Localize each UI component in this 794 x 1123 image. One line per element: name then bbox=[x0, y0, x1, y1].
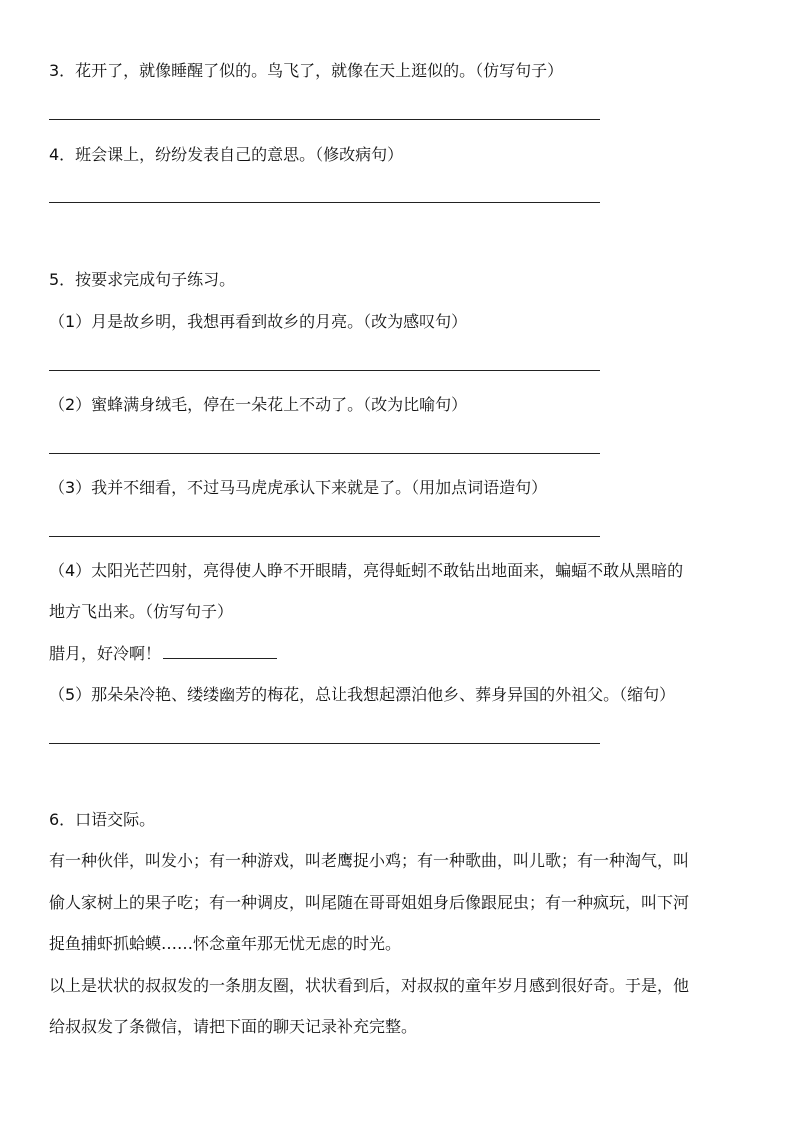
question-3-text: 3．花开了，就像睡醒了似的。鸟飞了，就像在天上逛似的。（仿写句子） bbox=[49, 61, 564, 80]
paragraph-line: 以上是状状的叔叔发的一条朋友圈，状状看到后，对叔叔的童年岁月感到很好奇。于是，他 bbox=[49, 976, 690, 995]
answer-line-3[interactable] bbox=[49, 119, 600, 120]
paragraph-line: 给叔叔发了条微信，请把下面的聊天记录补充完整。 bbox=[49, 1017, 418, 1036]
question-5-4-line2: 地方飞出来。（仿写句子） bbox=[49, 602, 234, 621]
question-5-3-text: （3）我并不细看，不过马马虎虎承认下来就是了。（用加点词语造句） bbox=[49, 478, 548, 497]
answer-line-5-2[interactable] bbox=[49, 453, 600, 454]
question-5-2-text: （2）蜜蜂满身绒毛，停在一朵花上不动了。（改为比喻句） bbox=[49, 395, 468, 414]
question-5-1-text: （1）月是故乡明，我想再看到故乡的月亮。（改为感叹句） bbox=[49, 312, 468, 331]
answer-line-5-3[interactable] bbox=[49, 536, 600, 537]
answer-line-4[interactable] bbox=[49, 202, 600, 203]
question-5-4-prompt-row bbox=[49, 644, 277, 664]
paragraph-line: 捉鱼捕虾抓蛤蟆……怀念童年那无忧无虑的时光。 bbox=[49, 934, 402, 953]
answer-line-5-1[interactable] bbox=[49, 370, 600, 371]
answer-blank-5-4[interactable] bbox=[163, 644, 277, 659]
question-4-text: 4．班会课上，纷纷发表自己的意思。（修改病句） bbox=[49, 145, 404, 164]
question-5-title: 5．按要求完成句子练习。 bbox=[49, 270, 236, 289]
question-5-4-prompt: 腊月，好冷啊！ bbox=[49, 644, 162, 663]
paragraph-line: 有一种伙伴，叫发小；有一种游戏，叫老鹰捉小鸡；有一种歌曲，叫儿歌；有一种淘气，叫 bbox=[49, 851, 690, 870]
paragraph-line: 偷人家树上的果子吃；有一种调皮，叫尾随在哥哥姐姐身后像跟屁虫；有一种疯玩，叫下河 bbox=[49, 893, 690, 912]
question-5-4-line1: （4）太阳光芒四射，亮得使人睁不开眼睛，亮得蚯蚓不敢钻出地面来，蝙蝠不敢从黑暗的 bbox=[49, 561, 684, 580]
question-6-title: 6．口语交际。 bbox=[49, 810, 156, 829]
question-5-5-text: （5）那朵朵冷艳、缕缕幽芳的梅花，总让我想起漂泊他乡、葬身异国的外祖父。（缩句） bbox=[49, 685, 676, 704]
answer-line-5-5[interactable] bbox=[49, 743, 600, 744]
